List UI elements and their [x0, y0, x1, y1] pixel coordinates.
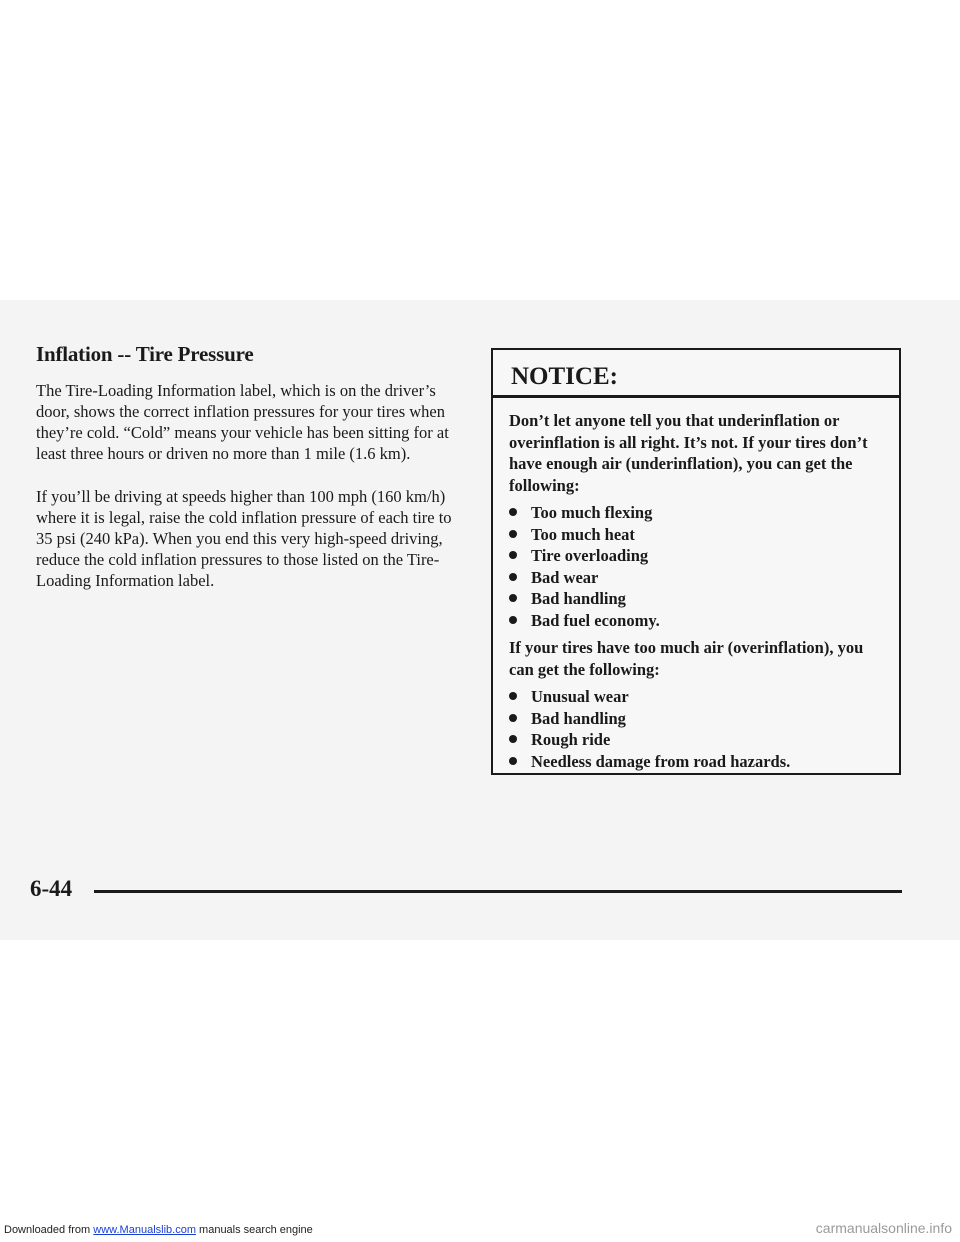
list-item-text: Rough ride	[531, 730, 611, 749]
download-footer	[4, 1224, 313, 1236]
notice-box	[491, 348, 901, 775]
bullet-icon	[509, 530, 517, 538]
overinflation-intro: If your tires have too much air (overinflation), you can get the following:	[509, 638, 864, 679]
paragraph-high-speed-driving: If you’ll be driving at speeds higher than 100 mph (160 km/h) where it is legal, raise the cold inflation pressure of each tire to 35 psi (240 kPa). When you end this very high-speed driving, reduce the cold inflation pressures to those listed on the Tire-Loading Information label.	[36, 487, 452, 590]
list-item	[509, 610, 881, 632]
notice-title: NOTICE:	[493, 350, 899, 398]
bullet-icon	[509, 714, 517, 722]
bullet-icon	[509, 692, 517, 700]
list-item-text: Unusual wear	[531, 687, 629, 706]
watermark: carmanualsonline.info	[815, 1220, 952, 1236]
bullet-icon	[509, 757, 517, 765]
bullet-icon	[509, 594, 517, 602]
list-item	[509, 502, 881, 524]
list-item-text: Tire overloading	[531, 546, 649, 565]
list-item	[509, 708, 881, 730]
list-item-text: Too much flexing	[531, 503, 653, 522]
list-item	[509, 588, 881, 610]
list-item-text: Bad handling	[531, 589, 626, 608]
bullet-icon	[509, 616, 517, 624]
list-item	[509, 524, 881, 546]
list-item-text: Bad handling	[531, 708, 626, 728]
paragraph-tire-loading-label: The Tire-Loading Information label, which is on the driver’s door, shows the correct inflation pressures for your tires when they’re cold. “Cold” means your vehicle has been sitting for at least three hours or driven no more than 1 mile (1.6 km).	[36, 381, 449, 463]
footer-prefix: Downloaded from	[4, 1224, 94, 1236]
list-item	[509, 545, 881, 567]
notice-intro: Don’t let anyone tell you that underinflation or overinflation is all right. It’s not. If your tires don’t have enough air (underinflation), you can get the following:	[509, 411, 868, 495]
list-item-text: Needless damage from road hazards.	[531, 751, 791, 771]
list-item	[509, 729, 881, 751]
bullet-icon	[509, 735, 517, 743]
page-number: 6-44	[30, 876, 73, 901]
bullet-icon	[509, 551, 517, 559]
bullet-icon	[509, 508, 517, 516]
list-item	[509, 686, 881, 708]
list-item-text: Bad fuel economy.	[531, 610, 660, 630]
underinflation-list	[509, 502, 881, 631]
overinflation-list	[509, 686, 881, 772]
manualslib-link[interactable]: www.Manualslib.com	[93, 1224, 196, 1236]
page-rule	[94, 890, 902, 893]
section-heading: Inflation -- Tire Pressure	[36, 342, 254, 366]
notice-body	[493, 398, 899, 772]
bullet-icon	[509, 573, 517, 581]
list-item-text: Bad wear	[531, 567, 599, 587]
footer-suffix: manuals search engine	[195, 1224, 313, 1236]
list-item	[509, 567, 881, 589]
list-item	[509, 751, 881, 773]
list-item-text: Too much heat	[531, 524, 635, 544]
